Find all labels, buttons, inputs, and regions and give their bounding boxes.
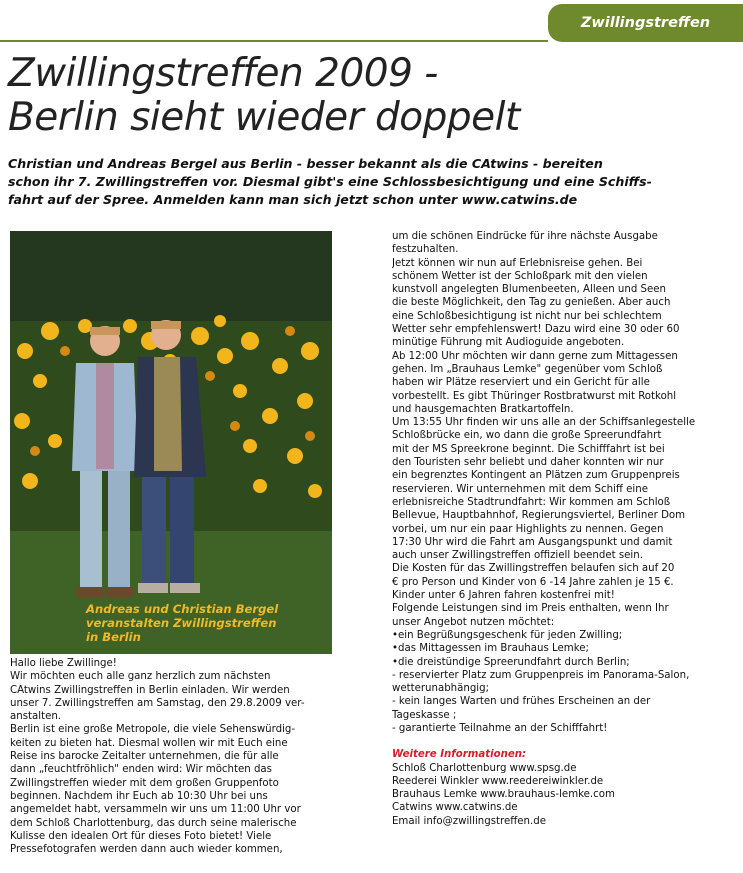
body-line: dem Schloß Charlottenburg, das durch seine malerische (10, 817, 297, 829)
list-item: - garantierte Teilnahme an der Schifffahrt! (392, 722, 608, 734)
body-line: minütige Führung mit Audioguide angeboten. (392, 337, 625, 349)
info-link[interactable]: Schloß Charlottenburg www.spsg.de (392, 762, 577, 774)
body-line: eine Schloßbesichtigung ist nicht nur bei schlechtem (392, 310, 662, 322)
body-line: ein begrenztes Kontingent an Plätzen zum Gruppenpreis (392, 470, 680, 482)
body-line: Bellevue, Hauptbahnhof, Regierungsviertel, Berliner Dom (392, 510, 686, 522)
body-line: Pressefotografen werden dann auch wieder kommen, (10, 844, 283, 856)
headline-line: Zwillingstreffen 2009 - (8, 51, 438, 96)
info-link[interactable]: Reederei Winkler www.reedereiwinkler.de (392, 775, 604, 787)
body-line: auch unser Zwillingstreffen offiziell beendet sein. (392, 550, 643, 562)
caption-line: Andreas und Christian Bergel (86, 602, 279, 616)
body-line: Berlin ist eine große Metropole, die viele Sehenswürdig- (10, 724, 296, 736)
list-item: - reservierter Platz zum Gruppenpreis im Panorama-Salon, (392, 669, 690, 681)
info-link[interactable]: Brauhaus Lemke www.brauhaus-lemke.com (392, 789, 615, 801)
body-line: Reise ins barocke Zeitalter unternehmen, die für alle (10, 751, 279, 763)
headline (8, 52, 738, 140)
lead-line: Christian und Andreas Bergel aus Berlin - besser bekannt als die CAtwins - bereiten (8, 156, 603, 171)
body-line: kunstvoll angelegten Blumenbeeten, Alleen und Seen (392, 284, 666, 296)
right-column (392, 230, 738, 828)
info-heading: Weitere Informationen: (392, 749, 527, 761)
body-line: reservieren. Wir unternehmen mit dem Schiff eine (392, 483, 648, 495)
body-line: Jetzt können wir nun auf Erlebnisreise gehen. Bei (392, 257, 643, 269)
lead-line: schon ihr 7. Zwillingstreffen vor. Diesmal gibt's eine Schlossbesichtigung und eine Schiffs- (8, 174, 652, 189)
body-line: Hallo liebe Zwillinge! (10, 658, 117, 669)
body-line: dann „feuchtfröhlich" enden wird: Wir möchten das (10, 764, 272, 776)
body-line: Die Kosten für das Zwillingstreffen belaufen sich auf 20 (392, 563, 675, 575)
spacer (392, 735, 738, 748)
body-line: und hausgemachten Bratkartoffeln. (392, 403, 574, 415)
list-item: wetterunabhängig; (392, 683, 490, 695)
body-line: vorbei, um nur ein paar Highlights zu nennen. Gegen (392, 523, 664, 535)
left-column (10, 657, 356, 856)
twins-photo-illustration (10, 231, 332, 654)
list-item: - kein langes Warten und frühes Erscheinen an der (392, 696, 651, 708)
body-line: Wetter sehr empfehlenswert! Dazu wird eine 30 oder 60 (392, 324, 680, 336)
body-line: vorbestellt. Es gibt Thüringer Rostbratwurst mit Rotkohl (392, 390, 677, 402)
body-line: beginnen. Nachdem ihr Euch ab 10:30 Uhr bei uns (10, 790, 268, 802)
body-line: Um 13:55 Uhr finden wir uns alle an der Schiffsanlegestelle (392, 417, 696, 429)
body-line: Schloßbrücke ein, wo dann die große Spreerundfahrt (392, 430, 662, 442)
body-line: Ab 12:00 Uhr möchten wir dann gerne zum Mittagessen (392, 350, 678, 362)
header-rule (0, 40, 548, 42)
body-line: Folgende Leistungen sind im Preis enthalten, wenn Ihr (392, 603, 669, 615)
body-line: € pro Person und Kinder von 6 -14 Jahre zahlen je 15 €. (392, 576, 674, 588)
headline-line: Berlin sieht wieder doppelt (8, 95, 520, 140)
body-line: CAtwins Zwillingstreffen in Berlin einladen. Wir werden (10, 684, 290, 696)
list-item: •ein Begrüßungsgeschenk für jeden Zwilling; (392, 629, 623, 641)
photo-caption (86, 602, 326, 644)
body-line: um die schönen Eindrücke für ihre nächste Ausgabe (392, 231, 658, 242)
body-line: Zwillingstreffen wieder mit dem großen Gruppenfoto (10, 777, 279, 789)
body-line: mit der MS Spreekrone beginnt. Die Schifffahrt ist bei (392, 443, 665, 455)
list-item: •die dreistündige Spreerundfahrt durch Berlin; (392, 656, 630, 668)
body-line: unser 7. Zwillingstreffen am Samstag, den 29.8.2009 ver- (10, 697, 305, 709)
lead-paragraph (8, 155, 736, 209)
body-line: Kinder unter 6 Jahren fahren kostenfrei mit! (392, 590, 615, 602)
body-line: den Touristen sehr beliebt und daher konnten wir nur (392, 457, 664, 469)
body-line: die beste Möglichkeit, den Tag zu genießen. Aber auch (392, 297, 671, 309)
twins-photo (10, 231, 332, 654)
list-item: Tageskasse ; (392, 709, 457, 721)
list-item: •das Mittagessen im Brauhaus Lemke; (392, 643, 589, 655)
body-line: Kulisse den idealen Ort für dieses Foto bietet! Viele (10, 830, 272, 842)
body-line: unser Angebot nutzen möchtet: (392, 616, 555, 628)
body-line: keiten zu bieten hat. Diesmal wollen wir mit Euch eine (10, 737, 288, 749)
body-line: gehen. Im „Brauhaus Lemke" gegenüber vom Schloß (392, 363, 663, 375)
caption-line: in Berlin (86, 630, 141, 644)
caption-line: veranstalten Zwillingstreffen (86, 616, 277, 630)
body-line: anstalten. (10, 711, 62, 723)
body-line: angemeldet habt, versammeln wir uns um 11:00 Uhr vor (10, 804, 301, 816)
body-line: schönem Wetter ist der Schloßpark mit den vielen (392, 270, 648, 282)
body-line: haben wir Plätze reserviert und ein Gericht für alle (392, 377, 650, 389)
info-link[interactable]: Email info@zwillingstreffen.de (392, 815, 546, 827)
info-link[interactable]: Catwins www.catwins.de (392, 802, 518, 814)
body-line: festzuhalten. (392, 244, 459, 256)
body-line: Wir möchten euch alle ganz herzlich zum nächsten (10, 671, 271, 683)
section-tab: Zwillingstreffen (548, 4, 743, 42)
lead-line: fahrt auf der Spree. Anmelden kann man sich jetzt schon unter www.catwins.de (8, 192, 578, 207)
body-line: 17:30 Uhr wird die Fahrt am Ausgangspunkt und damit (392, 536, 673, 548)
body-line: erlebnisreiche Stadtrundfahrt: Wir kommen am Schloß (392, 496, 671, 508)
